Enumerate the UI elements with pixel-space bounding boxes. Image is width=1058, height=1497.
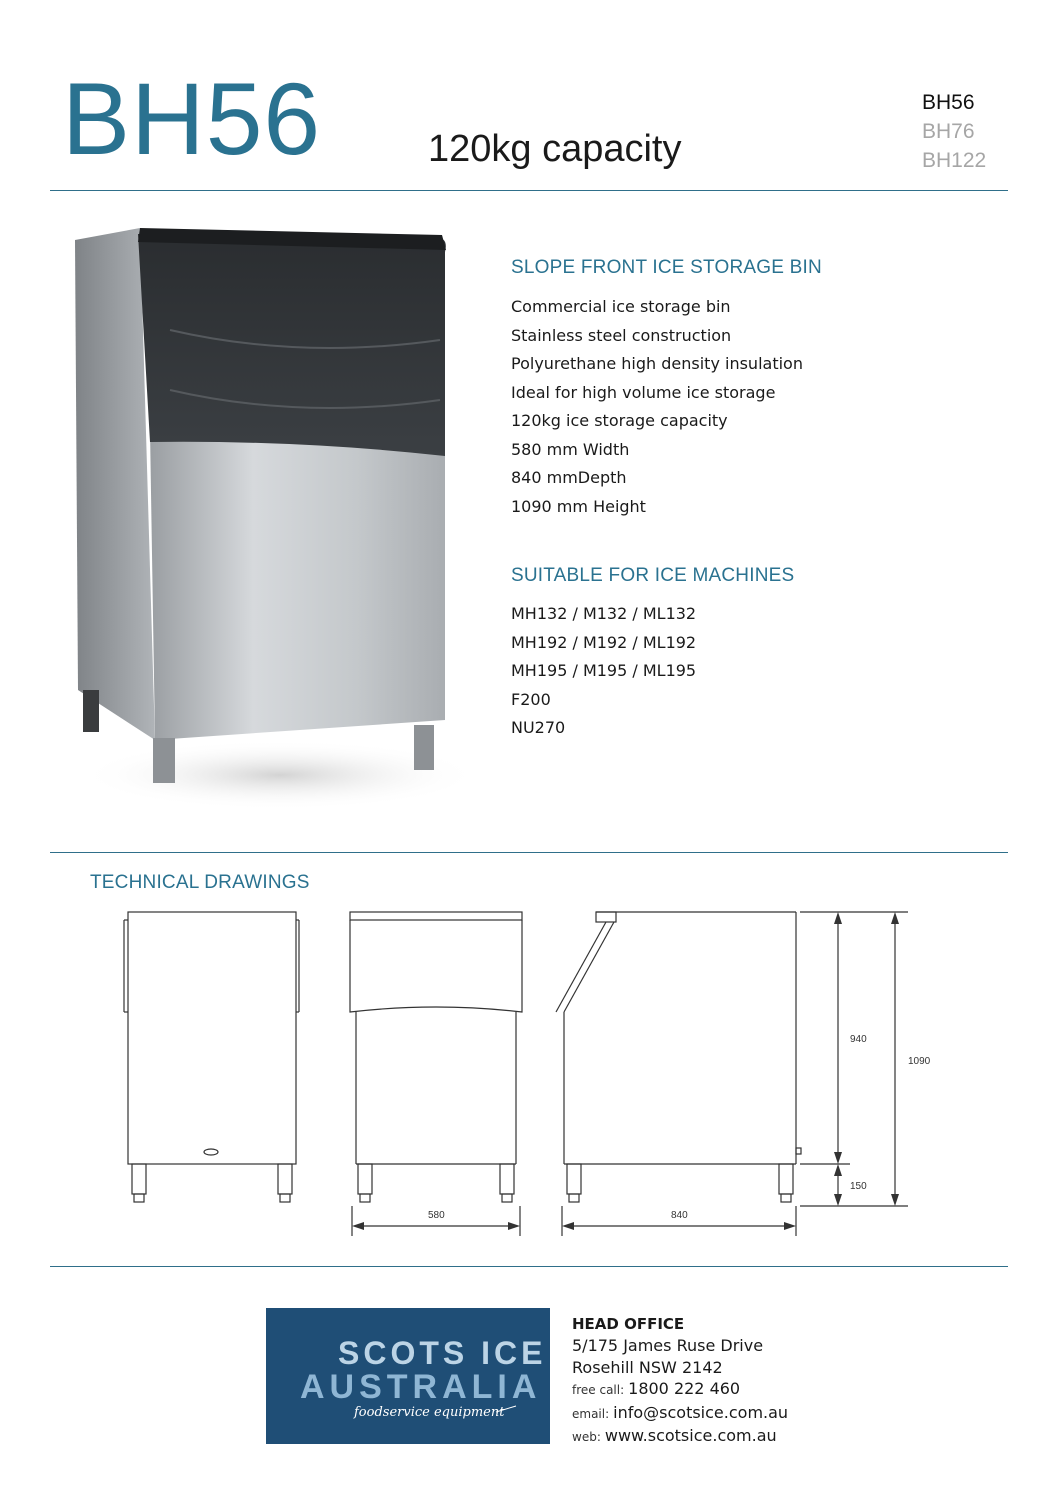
list-item: MH195 / M195 / ML195 (511, 661, 697, 680)
model-bh56[interactable]: BH56 (922, 91, 975, 114)
list-item: F200 (511, 689, 551, 709)
list-item: Stainless steel construction (511, 325, 732, 345)
office-heading: HEAD OFFICE (572, 1315, 685, 1333)
features-heading: SLOPE FRONT ICE STORAGE BIN (511, 257, 822, 278)
front-view-drawing (124, 912, 299, 1202)
list-item: 120kg ice storage capacity (511, 411, 728, 430)
leg-height-dimension-label: 150 (850, 1181, 867, 1192)
list-item: 840 mmDepth (511, 468, 627, 487)
phone-line (572, 1378, 788, 1402)
width-dimension-label: 580 (428, 1210, 445, 1221)
list-item: 580 mm Width (511, 439, 630, 459)
email-line (572, 1402, 788, 1426)
model-bh122[interactable]: BH122 (922, 149, 987, 172)
email-label: email: (572, 1406, 610, 1421)
logo-line1: SCOTS ICE (338, 1335, 547, 1371)
logo-line2: AUSTRALIA (300, 1368, 542, 1406)
bin-height-dimension-label: 940 (850, 1034, 867, 1045)
company-logo[interactable] (266, 1308, 550, 1444)
drawings-heading: TECHNICAL DRAWINGS (90, 872, 310, 893)
web-line (572, 1425, 788, 1449)
depth-dimension-label: 840 (671, 1210, 688, 1221)
page-title: BH56 (62, 62, 322, 176)
header-divider (50, 190, 1008, 191)
address-line1: 5/175 James Ruse Drive (572, 1336, 764, 1355)
list-item: MH132 / M132 / ML132 (511, 604, 697, 623)
list-item: Commercial ice storage bin (511, 297, 731, 316)
side-view-drawing (556, 912, 801, 1202)
web-label: web: (572, 1430, 601, 1444)
logo-graphic (266, 1308, 550, 1444)
list-item: Ideal for high volume ice storage (511, 382, 776, 402)
machines-heading: SUITABLE FOR ICE MACHINES (511, 565, 795, 586)
phone-number[interactable]: 1800 222 460 (628, 1379, 741, 1398)
machines-list (511, 600, 696, 743)
list-item: 1090 mm Height (511, 496, 646, 516)
list-item: MH192 / M192 / ML192 (511, 632, 697, 652)
capacity-subtitle: 120kg capacity (428, 128, 682, 170)
head-office-info (572, 1313, 788, 1449)
total-height-dimension-label: 1090 (908, 1056, 931, 1067)
logo-tagline: foodservice equipment (354, 1405, 505, 1420)
list-item: Polyurethane high density insulation (511, 354, 803, 373)
footer-divider (50, 1266, 1008, 1267)
technical-drawings (0, 900, 1058, 1250)
phone-label: free call: (572, 1383, 625, 1397)
web-link[interactable]: www.scotsice.com.au (604, 1426, 777, 1445)
email-link[interactable]: info@scotsice.com.au (613, 1402, 789, 1422)
model-bh76[interactable]: BH76 (922, 120, 975, 143)
drawings-divider (50, 852, 1008, 853)
features-list (511, 293, 803, 521)
lid-front-view-drawing (350, 912, 522, 1202)
model-list (922, 88, 986, 175)
list-item: NU270 (511, 718, 566, 737)
product-image (60, 220, 480, 820)
address-line2: Rosehill NSW 2142 (572, 1357, 723, 1377)
